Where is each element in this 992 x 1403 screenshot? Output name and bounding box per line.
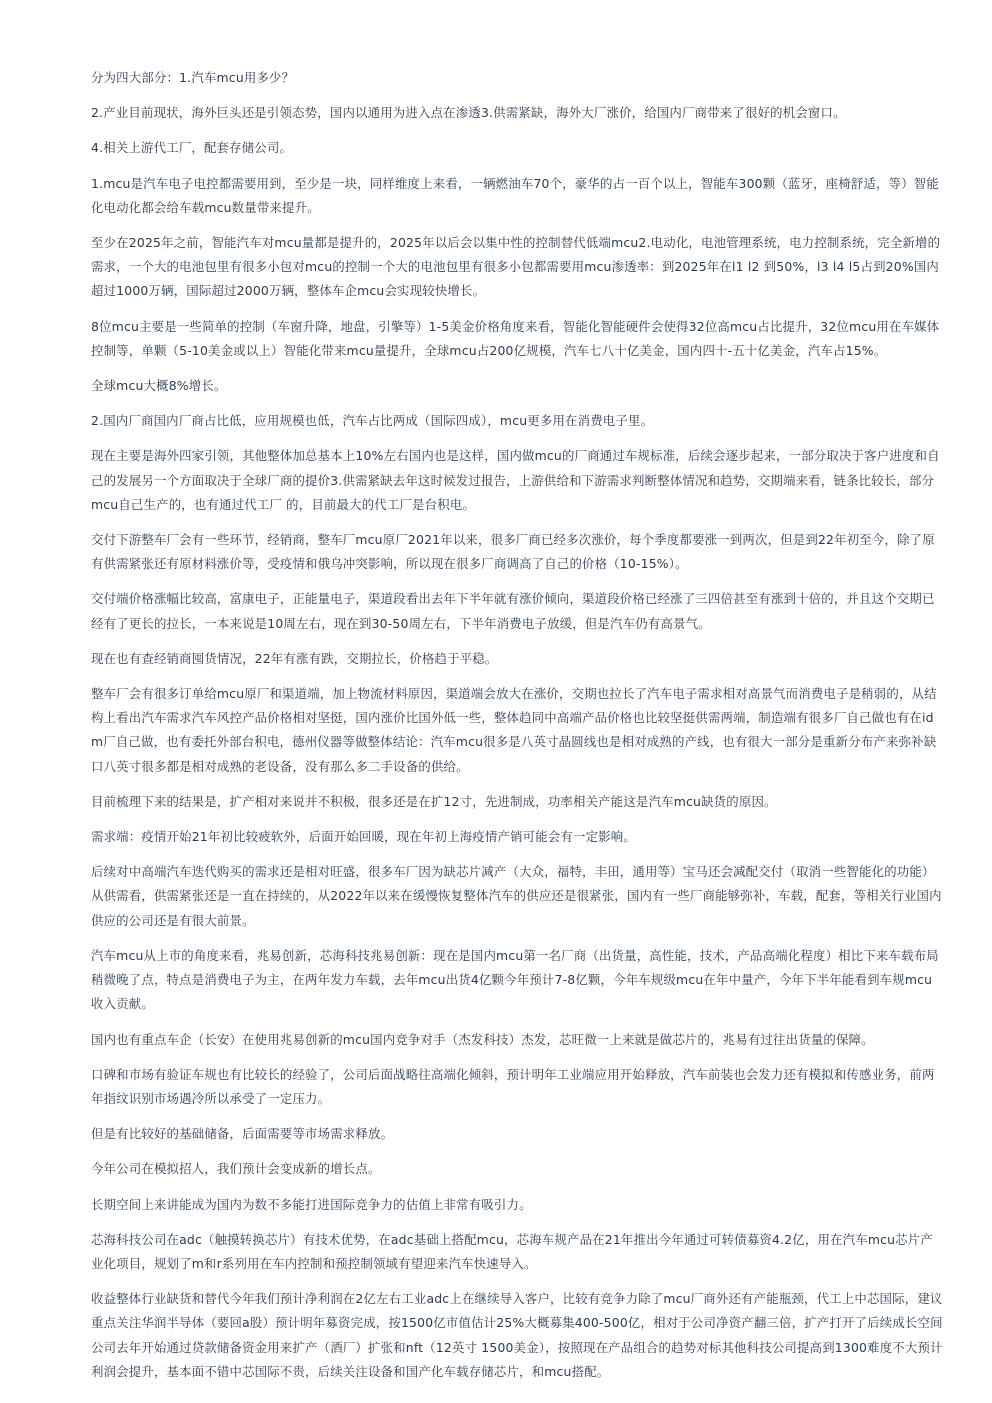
- paragraph: 整车厂会有很多订单给mcu原厂和渠道端，加上物流材料原因，渠道端会放大在涨价，交期也拉长了汽车电子需求相对高景气而消费电子是稍弱的，从结构上看出汽车需求汽车风控产品价格相对坚挺，国内涨价比国外低一些，整体趋同中高端产品价格也比较坚挺供需两端，制造端有很多厂自己做也有在idm厂自己做，也有委托外部台积电，德州仪器等做整体结论：汽车mcu很多是八英寸晶圆线也是相对成熟的产线，也有很大一部分是重新分布产来弥补缺口八英寸很多都是相对成熟的老设备，没有那么多二手设备的供给。: [91, 686, 937, 774]
- paragraph: 芯海科技公司在adc（触摸转换芯片）有技术优势，在adc基础上搭配mcu，芯海车规产品在21年推出今年通过可转债募资4.2亿，用在汽车mcu芯片产业化项目，规划了m和r系列用在车内控制和预控制领域有望迎来汽车快速导入。: [91, 1231, 933, 1271]
- document-body: [91, 66, 943, 1395]
- paragraph: 交付下游整车厂会有一些环节，经销商，整车厂mcu原厂2021年以来，很多厂商已经多次涨价，每个季度都要涨一到两次，但是到22年初至今，除了原有供需紧张还有原材料涨价等，受疫情和俄乌冲突影响，所以现在很多厂商调高了自己的价格（10-15%）。: [91, 532, 935, 572]
- paragraph: 目前梳理下来的结果是，扩产相对来说并不积极，很多还是在扩12寸，先进制成，功率相关产能这是汽车mcu缺货的原因。: [91, 793, 777, 809]
- paragraph: 2.国内厂商国内厂商占比低，应用规模也低，汽车占比两成（国际四成），mcu更多用在消费电子里。: [91, 413, 654, 429]
- paragraph: 1.mcu是汽车电子电控都需要用到，至少是一块，同样维度上来看，一辆燃油车70个，豪华的占一百个以上，智能车300颗（蓝牙，座椅舒适，等）智能化电动化都会给车载mcu数量带来提升。: [91, 175, 940, 215]
- paragraph: 收益整体行业缺货和替代今年我们预计净利润在2亿左右工业adc上在继续导入客户，比较有竞争力除了mcu厂商外还有产能瓶颈，代工上中芯国际，建议重点关注华润半导体（要回a股）预计明年募资完成，按1500亿市值估计25%大概募集400-500亿，相对于公司净资产翻三倍，扩产打开了后续成长空间公司去年开始通过贷款储备资金用来扩产（酒厂）扩张和nft（12英寸 1500美金），按照现在产品组合的趋势对标其他科技公司提高到1300难度不大预计利润会提升，基本面不错中芯国际不贵，后续关注设备和国产化车载存储芯片，和mcu搭配。: [91, 1291, 943, 1379]
- paragraph: 2.产业目前现状，海外巨头还是引领态势，国内以通用为进入点在渗透3.供需紧缺，海外大厂涨价，给国内厂商带来了很好的机会窗口。: [91, 105, 846, 121]
- paragraph: 今年公司在模拟招人，我们预计会变成新的增长点。: [91, 1161, 381, 1177]
- paragraph: 汽车mcu从上市的角度来看，兆易创新，芯海科技兆易创新：现在是国内mcu第一名厂商（出货量，高性能，技术，产品高端化程度）相比下来车载布局稍微晚了点，特点是消费电子为主，在两年发力车载，去年mcu出货4亿颗今年预计7-8亿颗，今年车规级mcu在年中量产，今年下半年能看到车规mcu收入贡献。: [91, 947, 939, 1012]
- paragraph: 至少在2025年之前，智能汽车对mcu量都是提升的，2025年以后会以集中性的控制替代低端mcu2.电动化，电池管理系统，电力控制系统，完全新增的需求，一个大的电池包里有很多小包对mcu的控制一个大的电池包里有很多小包都需要用mcu渗透率：到2025年在l1 l2 到50%，l3 l4 l5占到20%国内超过1000万辆，国际超过2000万辆，整体车企mcu会实现较快增长。: [91, 235, 941, 299]
- paragraph: 现在主要是海外四家引领，其他整体加总基本上10%左右国内也是这样，国内做mcu的厂商通过车规标准，后续会逐步起来，一部分取决于客户进度和自己的发展另一个方面取决于全球厂商的提价3.供需紧缺去年这时候发过报告，上游供给和下游需求判断整体情况和趋势，交期端来看，链条比较长，部分mcu自己生产的，也有通过代工厂 的，目前最大的代工厂是台积电。: [91, 448, 940, 512]
- paragraph: 国内也有重点车企（长安）在使用兆易创新的mcu国内竞争对手（杰发科技）杰发，芯旺微一上来就是做芯片的，兆易有过往出货量的保障。: [91, 1031, 874, 1047]
- paragraph: 需求端：疫情开始21年初比较疲软外，后面开始回暖，现在年初上海疫情产销可能会有一定影响。: [91, 829, 636, 845]
- paragraph: 但是有比较好的基础储备，后面需要等市场需求释放。: [91, 1126, 394, 1142]
- paragraph: 交付端价格涨幅比较高，富康电子，正能量电子，渠道段看出去年下半年就有涨价倾向，渠道段价格已经涨了三四倍甚至有涨到十倍的，并且这个交期已经有了更长的拉长，一本来说是10周左右，现在到30-50周左右，下半年消费电子放缓，但是汽车仍有高景气。: [91, 591, 935, 631]
- paragraph: 口碑和市场有验证车规也有比较长的经验了，公司后面战略往高端化倾斜，预计明年工业端应用开始释放，汽车前装也会发力还有模拟和传感业务，前两年指纹识别市场遇冷所以承受了一定压力。: [91, 1066, 935, 1106]
- paragraph: 后续对中高端汽车迭代购买的需求还是相对旺盛，很多车厂因为缺芯片减产（大众，福特，丰田，通用等）宝马还会减配交付（取消一些智能化的功能）从供需看，供需紧张还是一直在持续的，从2022年以来在缓慢恢复整体汽车的供应还是很紧张，国内有一些厂商能够弥补，车载，配套，等相关行业国内供应的公司还是有很大前景。: [91, 864, 942, 928]
- paragraph: 4.相关上游代工厂，配套存储公司。: [91, 140, 293, 156]
- paragraph: 8位mcu主要是一些简单的控制（车窗升降，地盘，引擎等）1-5美金价格角度来看，智能化智能硬件会使得32位高mcu占比提升，32位mcu用在车媒体控制等，单颗（5-10美金或以上）智能化带来mcu量提升，全球mcu占200亿规模，汽车七八十亿美金，国内四十-五十亿美金，汽车占15%。: [91, 318, 940, 358]
- paragraph: 全球mcu大概8%增长。: [91, 378, 227, 394]
- paragraph: 现在也有查经销商囤货情况，22年有涨有跌，交期拉长，价格趋于平稳。: [91, 650, 498, 666]
- paragraph: 分为四大部分：1.汽车mcu用多少？: [91, 70, 295, 85]
- paragraph: 长期空间上来讲能成为国内为数不多能打进国际竞争力的估值上非常有吸引力。: [91, 1196, 532, 1212]
